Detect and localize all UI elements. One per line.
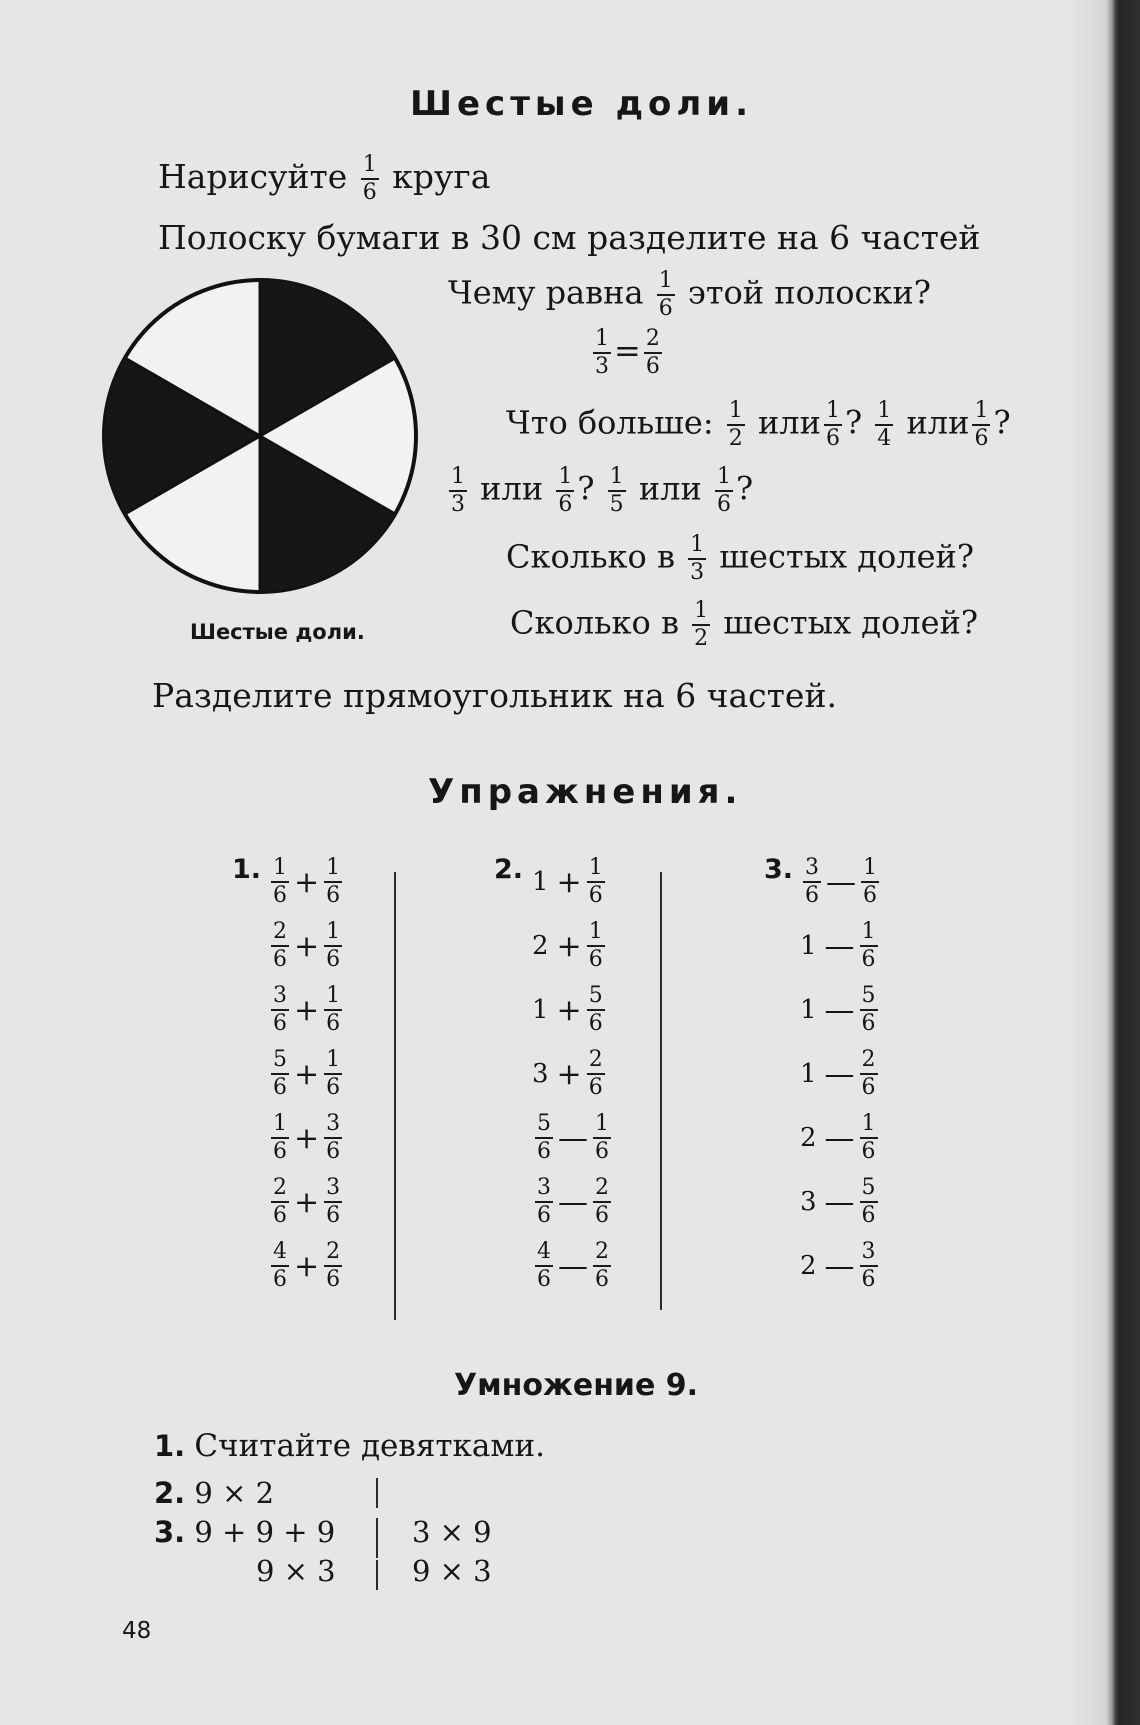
numerator: 5: [860, 1177, 878, 1203]
fraction: $\frac{1}{6}$: [825, 398, 840, 451]
fraction: $\frac{1}{6}$: [716, 464, 731, 517]
plus-sign: +: [294, 928, 320, 964]
fraction: $\frac{1}{3}$: [451, 464, 465, 517]
question-text: Сколько в: [506, 537, 675, 576]
mult-right-expr-2: 9 × 3: [412, 1554, 492, 1588]
mult-item-3-expr2: 9 × 3: [256, 1554, 336, 1588]
numerator: 3: [535, 1177, 553, 1203]
numerator: 1: [587, 857, 605, 883]
exercise-item: [800, 1106, 882, 1170]
whole-number: 1: [532, 867, 549, 897]
fraction: [587, 985, 605, 1035]
denominator: 6: [273, 883, 287, 908]
numerator: 2: [271, 1177, 289, 1203]
denominator: 6: [588, 1075, 603, 1100]
fraction: [593, 1241, 611, 1291]
fraction: [271, 985, 289, 1035]
numerator: 5: [535, 1113, 553, 1139]
exercise-item: [800, 978, 882, 1042]
minus-sign: —: [824, 1248, 855, 1284]
word-or: или: [906, 403, 970, 442]
question-text: Сколько в: [510, 603, 679, 642]
fraction: [324, 921, 342, 971]
minus-sign: —: [824, 928, 855, 964]
question-sixths-in-third: [506, 534, 974, 584]
question-text: Чему равна: [448, 273, 644, 312]
denominator: 6: [326, 883, 341, 908]
item-text: Считайте девятками.: [194, 1428, 546, 1464]
exercises-title: Упражнения.: [428, 772, 743, 812]
numerator: 1: [593, 1113, 611, 1139]
minus-sign: —: [558, 1120, 588, 1156]
denominator: 6: [595, 1203, 609, 1228]
fraction: [271, 1241, 289, 1291]
item-expression: 9 × 2: [194, 1476, 275, 1510]
fraction: [861, 857, 879, 907]
whole-number: 1: [800, 995, 817, 1025]
numerator: 5: [860, 985, 878, 1011]
denominator: 6: [861, 1267, 876, 1292]
exercise-item: [532, 914, 614, 978]
question-sixths-in-half: [510, 600, 978, 650]
numerator: 3: [324, 1177, 342, 1203]
item-number: 2.: [154, 1476, 186, 1510]
denominator: 6: [537, 1267, 551, 1292]
plus-sign: +: [556, 992, 582, 1028]
fraction: [535, 1177, 553, 1227]
fraction: [860, 1177, 878, 1227]
whole-number: 2: [800, 1123, 817, 1153]
numerator: 2: [593, 1177, 611, 1203]
fraction: [324, 1241, 342, 1291]
fraction: $\frac{2}{6}$: [645, 326, 660, 379]
denominator: 6: [805, 883, 819, 908]
numerator: 2: [271, 921, 289, 947]
multiplication-title: Умножение 9.: [454, 1368, 698, 1403]
exercise-item: [532, 1106, 614, 1170]
word-or: или: [480, 469, 544, 508]
fraction: $\frac{1}{2}$: [694, 598, 709, 651]
exercise-column-2: [532, 850, 614, 1298]
plus-sign: +: [294, 992, 320, 1028]
exercise-item: [532, 1042, 614, 1106]
numerator: 1: [324, 921, 342, 947]
question-which-bigger-cont: [446, 466, 753, 516]
fraction: [324, 1113, 342, 1163]
numerator: 1: [861, 857, 879, 883]
minus-sign: —: [824, 1120, 855, 1156]
whole-number: 2: [800, 1251, 817, 1281]
minus-sign: —: [826, 864, 856, 900]
denominator: 6: [273, 1139, 287, 1164]
exercise-column-3: [800, 850, 882, 1298]
numerator: 3: [860, 1241, 878, 1267]
denominator: 6: [588, 947, 603, 972]
equation-third-equals-two-sixths: [590, 328, 665, 378]
instruction-rectangle: Разделите прямоугольник на 6 частей.: [152, 676, 837, 715]
minus-sign: —: [558, 1184, 588, 1220]
exercise-1-label: 1.: [232, 854, 262, 885]
numerator: 5: [587, 985, 605, 1011]
mult-divider: [376, 1518, 378, 1558]
fraction: [593, 1113, 611, 1163]
numerator: 2: [587, 1049, 605, 1075]
mult-divider: [376, 1560, 378, 1590]
exercise-item: [800, 914, 882, 978]
plus-sign: +: [294, 1056, 320, 1092]
exercise-item: [268, 1042, 345, 1106]
denominator: 6: [326, 1203, 341, 1228]
page-number: 48: [122, 1618, 152, 1644]
numerator: 1: [271, 857, 289, 883]
fraction: $\frac{1}{6}$: [974, 398, 989, 451]
denominator: 6: [326, 1139, 341, 1164]
fraction: [860, 1049, 878, 1099]
denominator: 6: [863, 883, 877, 908]
fraction: [324, 857, 342, 907]
fraction: [324, 1177, 342, 1227]
question-which-bigger: [506, 400, 1011, 450]
exercise-item: [268, 850, 345, 914]
item-number: 1.: [154, 1429, 186, 1463]
plus-sign: +: [556, 864, 582, 900]
mult-item-2: [154, 1476, 274, 1510]
page-title: Шестые доли.: [410, 84, 754, 124]
fraction: $\frac{1}{6}$: [658, 268, 673, 321]
plus-sign: +: [294, 1248, 320, 1284]
fraction: [860, 1241, 878, 1291]
exercise-item: [532, 850, 614, 914]
whole-number: 3: [800, 1187, 817, 1217]
fraction: [324, 985, 342, 1035]
question-sixth-of-strip: [448, 270, 931, 320]
denominator: 6: [595, 1139, 609, 1164]
numerator: 1: [587, 921, 605, 947]
numerator: 3: [324, 1113, 342, 1139]
fraction: [271, 1113, 289, 1163]
fraction: $\frac{1}{2}$: [728, 398, 743, 451]
fraction: [860, 1113, 878, 1163]
denominator: 6: [861, 1075, 876, 1100]
exercise-item: [268, 1234, 345, 1298]
denominator: 6: [326, 1011, 341, 1036]
question-mark: ?: [993, 403, 1011, 442]
whole-number: 2: [532, 931, 549, 961]
fraction: [535, 1113, 553, 1163]
item-number: 3.: [154, 1515, 186, 1549]
mult-item-3: [154, 1515, 335, 1549]
denominator: 6: [861, 1139, 876, 1164]
whole-number: 1: [800, 931, 817, 961]
exercise-item: [800, 1170, 882, 1234]
denominator: 6: [273, 1011, 287, 1036]
denominator: 6: [326, 1075, 341, 1100]
mult-right-expr-1: 3 × 9: [412, 1515, 492, 1549]
sixths-circle-diagram: [98, 272, 422, 600]
question-text: шестых долей?: [723, 603, 979, 642]
circle-caption: Шестые доли.: [190, 620, 365, 644]
instruction-draw-sixth: [158, 154, 490, 204]
fraction: [587, 921, 605, 971]
fraction: [271, 1049, 289, 1099]
plus-sign: +: [556, 928, 582, 964]
fraction: [587, 1049, 605, 1099]
exercise-item: [800, 850, 882, 914]
column-divider: [394, 872, 396, 1320]
exercise-item: [800, 1042, 882, 1106]
numerator: 3: [271, 985, 289, 1011]
minus-sign: —: [824, 1184, 855, 1220]
minus-sign: —: [824, 992, 855, 1028]
equals-sign: =: [614, 331, 641, 370]
word-or: или: [757, 403, 821, 442]
denominator: 6: [273, 947, 287, 972]
exercise-3-label: 3.: [764, 854, 794, 885]
item-expression: 9 + 9 + 9: [194, 1515, 336, 1549]
fraction: $\frac{1}{4}$: [877, 398, 892, 451]
exercise-item: [268, 1106, 345, 1170]
fraction: [803, 857, 821, 907]
numerator: 1: [860, 921, 878, 947]
numerator: 2: [593, 1241, 611, 1267]
denominator: 6: [537, 1203, 551, 1228]
question-mark: ?: [844, 403, 863, 442]
exercise-item: [532, 1170, 614, 1234]
fraction: [271, 857, 289, 907]
mult-divider: [376, 1478, 378, 1508]
numerator: 4: [535, 1241, 553, 1267]
plus-sign: +: [294, 864, 320, 900]
exercise-2-label: 2.: [494, 854, 524, 885]
exercise-item: [268, 978, 345, 1042]
denominator: 6: [273, 1267, 287, 1292]
numerator: 1: [324, 1049, 342, 1075]
fraction: $\frac{1}{6}$: [558, 464, 573, 517]
numerator: 5: [271, 1049, 289, 1075]
numerator: 1: [860, 1113, 878, 1139]
plus-sign: +: [556, 1056, 582, 1092]
plus-sign: +: [294, 1184, 320, 1220]
numerator: 2: [860, 1049, 878, 1075]
denominator: 6: [273, 1203, 287, 1228]
instruction-paper-strip: Полоску бумаги в 30 см разделите на 6 частей: [158, 218, 981, 257]
denominator: 6: [588, 1011, 603, 1036]
mult-item-1: [154, 1428, 545, 1464]
fraction: [860, 921, 878, 971]
fraction: [324, 1049, 342, 1099]
fraction: [271, 1177, 289, 1227]
question-mark: ?: [577, 469, 595, 508]
denominator: 6: [326, 1267, 341, 1292]
minus-sign: —: [558, 1248, 588, 1284]
denominator: 6: [326, 947, 341, 972]
fraction: [271, 921, 289, 971]
word-or: или: [638, 469, 702, 508]
numerator: 3: [803, 857, 821, 883]
denominator: 6: [273, 1075, 287, 1100]
question-text: этой полоски?: [687, 273, 931, 312]
numerator: 1: [324, 857, 342, 883]
fraction: $\frac{1}{3}$: [595, 326, 609, 379]
question-mark: ?: [735, 469, 754, 508]
exercise-item: [532, 978, 614, 1042]
numerator: 4: [271, 1241, 289, 1267]
fraction: [860, 985, 878, 1035]
denominator: 6: [861, 1011, 876, 1036]
fraction: $\frac{1}{6}$: [362, 152, 377, 205]
instruction-text: Нарисуйте: [158, 157, 348, 196]
question-text: шестых долей?: [719, 537, 975, 576]
numerator: 2: [324, 1241, 342, 1267]
exercise-item: [532, 1234, 614, 1298]
exercise-item: [800, 1234, 882, 1298]
whole-number: 3: [532, 1059, 549, 1089]
numerator: 1: [324, 985, 342, 1011]
denominator: 6: [861, 1203, 876, 1228]
denominator: 6: [861, 947, 876, 972]
denominator: 6: [588, 883, 603, 908]
book-spine: [1106, 0, 1140, 1725]
exercise-column-1: [268, 850, 345, 1298]
whole-number: 1: [532, 995, 549, 1025]
denominator: 6: [595, 1267, 609, 1292]
fraction: [593, 1177, 611, 1227]
exercise-item: [268, 1170, 345, 1234]
plus-sign: +: [294, 1120, 320, 1156]
exercise-item: [268, 914, 345, 978]
question-text: Что больше:: [506, 403, 714, 442]
page-gutter-shadow: [1066, 0, 1106, 1725]
fraction: [535, 1241, 553, 1291]
instruction-text: круга: [392, 157, 491, 196]
fraction: $\frac{1}{3}$: [690, 532, 705, 585]
fraction: $\frac{1}{5}$: [609, 464, 624, 517]
numerator: 1: [271, 1113, 289, 1139]
column-divider: [660, 872, 662, 1310]
denominator: 6: [537, 1139, 551, 1164]
fraction: [587, 857, 605, 907]
minus-sign: —: [824, 1056, 855, 1092]
whole-number: 1: [800, 1059, 817, 1089]
